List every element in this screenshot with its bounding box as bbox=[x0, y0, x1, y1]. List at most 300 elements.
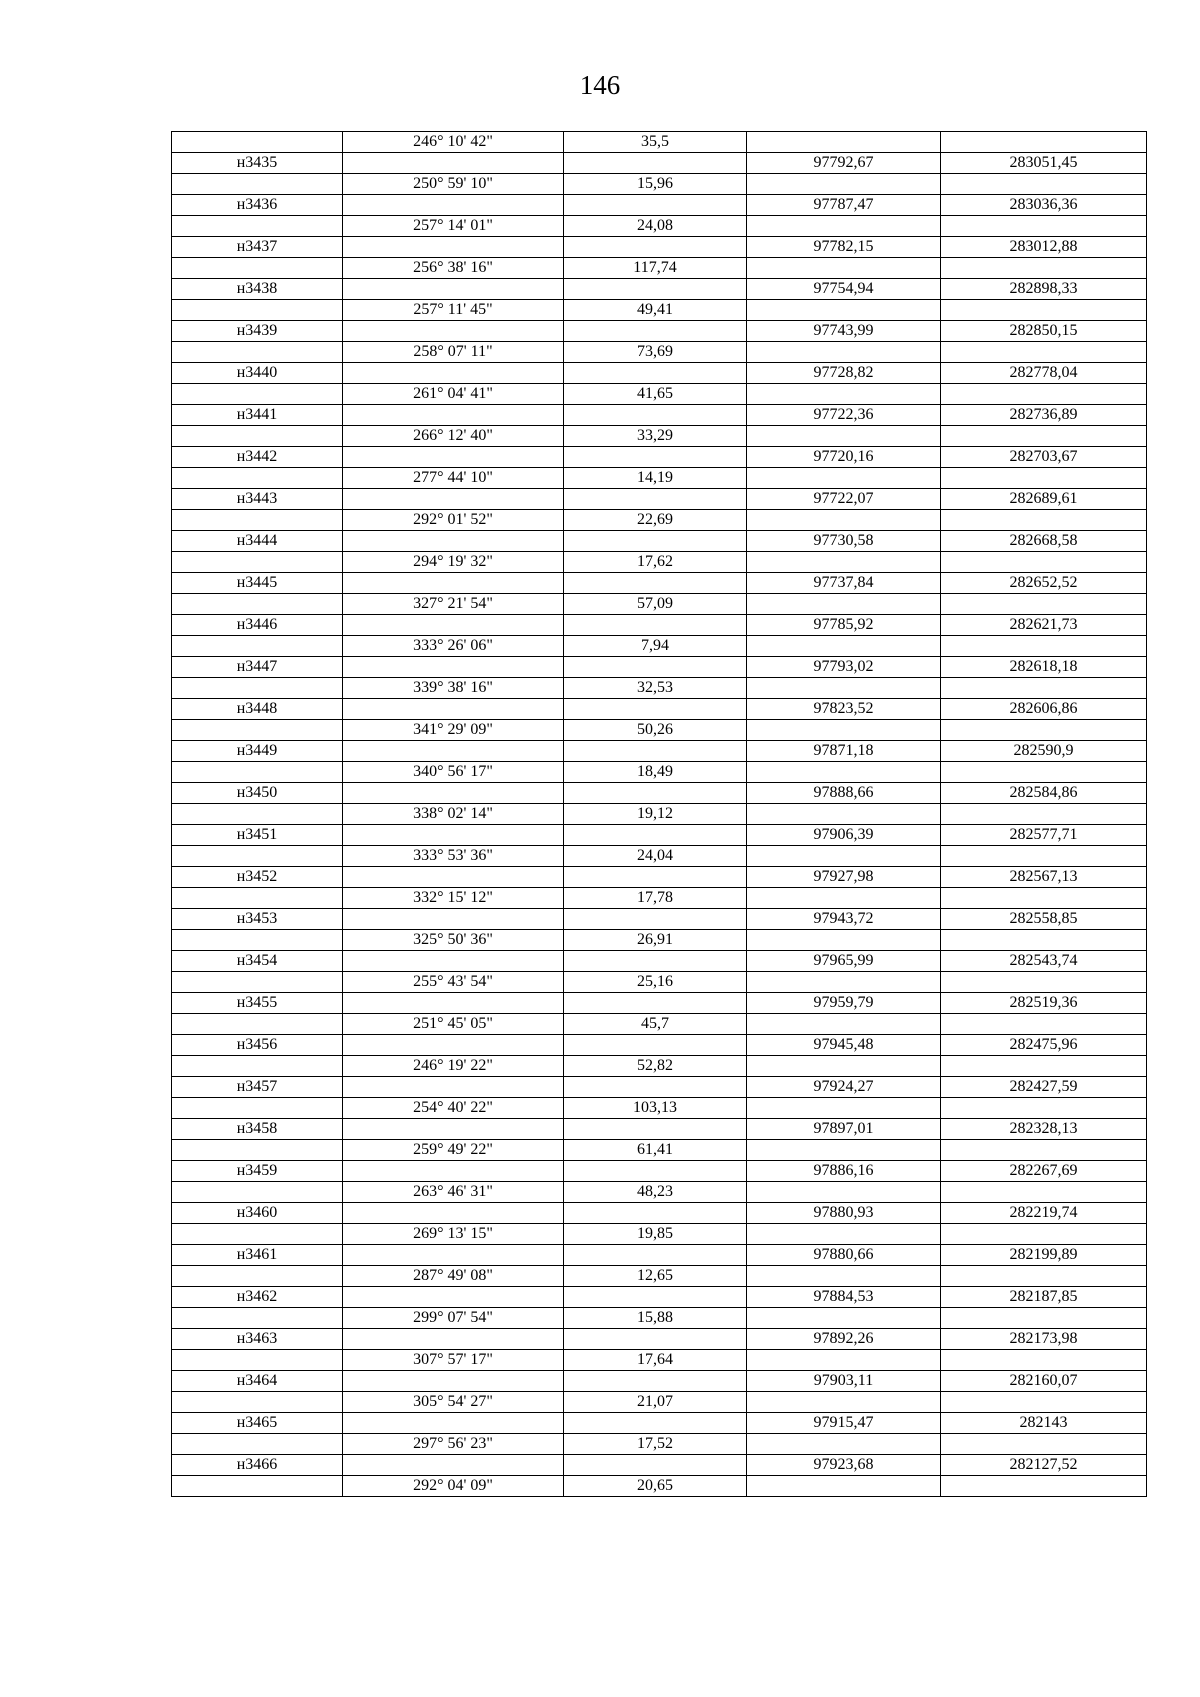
point-cell: н3457 bbox=[172, 1077, 343, 1098]
x-coordinate-cell: 97915,47 bbox=[747, 1413, 941, 1434]
y-coordinate-cell bbox=[941, 1392, 1147, 1413]
y-coordinate-cell: 282199,89 bbox=[941, 1245, 1147, 1266]
y-coordinate-cell: 282703,67 bbox=[941, 447, 1147, 468]
angle-cell: 307° 57' 17" bbox=[343, 1350, 564, 1371]
y-coordinate-cell bbox=[941, 594, 1147, 615]
page-number: 146 bbox=[579, 70, 621, 100]
point-cell bbox=[172, 1224, 343, 1245]
point-cell bbox=[172, 594, 343, 615]
x-coordinate-cell bbox=[747, 1224, 941, 1245]
point-cell: н3458 bbox=[172, 1119, 343, 1140]
x-coordinate-cell bbox=[747, 258, 941, 279]
angle-cell: 246° 10' 42" bbox=[343, 132, 564, 153]
angle-cell: 341° 29' 09" bbox=[343, 720, 564, 741]
point-cell: н3452 bbox=[172, 867, 343, 888]
distance-cell bbox=[564, 1035, 747, 1056]
angle-cell bbox=[343, 783, 564, 804]
table-row bbox=[172, 720, 1147, 741]
angle-cell bbox=[343, 489, 564, 510]
distance-cell bbox=[564, 1119, 747, 1140]
point-cell: н3442 bbox=[172, 447, 343, 468]
point-cell: н3440 bbox=[172, 363, 343, 384]
angle-cell: 257° 14' 01" bbox=[343, 216, 564, 237]
angle-cell: 338° 02' 14" bbox=[343, 804, 564, 825]
y-coordinate-cell: 282621,73 bbox=[941, 615, 1147, 636]
angle-cell: 259° 49' 22" bbox=[343, 1140, 564, 1161]
y-coordinate-cell bbox=[941, 1266, 1147, 1287]
table-row bbox=[172, 1077, 1147, 1098]
x-coordinate-cell bbox=[747, 1308, 941, 1329]
y-coordinate-cell: 282519,36 bbox=[941, 993, 1147, 1014]
y-coordinate-cell: 282652,52 bbox=[941, 573, 1147, 594]
x-coordinate-cell bbox=[747, 552, 941, 573]
point-cell: н3463 bbox=[172, 1329, 343, 1350]
table-row bbox=[172, 1245, 1147, 1266]
y-coordinate-cell: 282267,69 bbox=[941, 1161, 1147, 1182]
table-row bbox=[172, 804, 1147, 825]
x-coordinate-cell bbox=[747, 930, 941, 951]
point-cell: н3462 bbox=[172, 1287, 343, 1308]
table-row bbox=[172, 678, 1147, 699]
distance-cell bbox=[564, 699, 747, 720]
angle-cell bbox=[343, 699, 564, 720]
distance-cell bbox=[564, 993, 747, 1014]
y-coordinate-cell: 282328,13 bbox=[941, 1119, 1147, 1140]
x-coordinate-cell: 97943,72 bbox=[747, 909, 941, 930]
angle-cell: 299° 07' 54" bbox=[343, 1308, 564, 1329]
point-cell: н3466 bbox=[172, 1455, 343, 1476]
point-cell: н3437 bbox=[172, 237, 343, 258]
table-row bbox=[172, 153, 1147, 174]
y-coordinate-cell: 282427,59 bbox=[941, 1077, 1147, 1098]
x-coordinate-cell: 97871,18 bbox=[747, 741, 941, 762]
angle-cell bbox=[343, 951, 564, 972]
distance-cell bbox=[564, 447, 747, 468]
table-row bbox=[172, 1224, 1147, 1245]
angle-cell: 305° 54' 27" bbox=[343, 1392, 564, 1413]
angle-cell: 261° 04' 41" bbox=[343, 384, 564, 405]
distance-cell: 26,91 bbox=[564, 930, 747, 951]
angle-cell bbox=[343, 1455, 564, 1476]
x-coordinate-cell bbox=[747, 1014, 941, 1035]
angle-cell: 250° 59' 10" bbox=[343, 174, 564, 195]
point-cell bbox=[172, 510, 343, 531]
distance-cell bbox=[564, 405, 747, 426]
table-row bbox=[172, 993, 1147, 1014]
distance-cell: 20,65 bbox=[564, 1476, 747, 1497]
table-row bbox=[172, 1161, 1147, 1182]
distance-cell bbox=[564, 657, 747, 678]
distance-cell bbox=[564, 1455, 747, 1476]
x-coordinate-cell bbox=[747, 804, 941, 825]
x-coordinate-cell: 97754,94 bbox=[747, 279, 941, 300]
table-row bbox=[172, 447, 1147, 468]
y-coordinate-cell bbox=[941, 636, 1147, 657]
table-row bbox=[172, 174, 1147, 195]
table-row bbox=[172, 216, 1147, 237]
table-row bbox=[172, 1182, 1147, 1203]
x-coordinate-cell: 97906,39 bbox=[747, 825, 941, 846]
table-row bbox=[172, 342, 1147, 363]
point-cell bbox=[172, 972, 343, 993]
y-coordinate-cell bbox=[941, 1098, 1147, 1119]
angle-cell bbox=[343, 615, 564, 636]
angle-cell bbox=[343, 153, 564, 174]
point-cell bbox=[172, 384, 343, 405]
x-coordinate-cell: 97722,07 bbox=[747, 489, 941, 510]
point-cell: н3450 bbox=[172, 783, 343, 804]
table-row bbox=[172, 426, 1147, 447]
distance-cell bbox=[564, 1329, 747, 1350]
angle-cell bbox=[343, 363, 564, 384]
distance-cell: 61,41 bbox=[564, 1140, 747, 1161]
y-coordinate-cell bbox=[941, 1434, 1147, 1455]
x-coordinate-cell bbox=[747, 468, 941, 489]
x-coordinate-cell bbox=[747, 972, 941, 993]
y-coordinate-cell: 282567,13 bbox=[941, 867, 1147, 888]
y-coordinate-cell: 282736,89 bbox=[941, 405, 1147, 426]
angle-cell: 277° 44' 10" bbox=[343, 468, 564, 489]
x-coordinate-cell: 97927,98 bbox=[747, 867, 941, 888]
x-coordinate-cell bbox=[747, 720, 941, 741]
distance-cell: 49,41 bbox=[564, 300, 747, 321]
distance-cell: 73,69 bbox=[564, 342, 747, 363]
point-cell: н3444 bbox=[172, 531, 343, 552]
y-coordinate-cell: 282606,86 bbox=[941, 699, 1147, 720]
y-coordinate-cell: 283051,45 bbox=[941, 153, 1147, 174]
x-coordinate-cell bbox=[747, 426, 941, 447]
angle-cell bbox=[343, 195, 564, 216]
distance-cell: 21,07 bbox=[564, 1392, 747, 1413]
point-cell: н3448 bbox=[172, 699, 343, 720]
y-coordinate-cell bbox=[941, 510, 1147, 531]
angle-cell bbox=[343, 1161, 564, 1182]
point-cell bbox=[172, 468, 343, 489]
point-cell bbox=[172, 1014, 343, 1035]
point-cell: н3451 bbox=[172, 825, 343, 846]
angle-cell bbox=[343, 1035, 564, 1056]
point-cell bbox=[172, 678, 343, 699]
y-coordinate-cell bbox=[941, 342, 1147, 363]
point-cell: н3453 bbox=[172, 909, 343, 930]
table-row bbox=[172, 846, 1147, 867]
angle-cell bbox=[343, 1119, 564, 1140]
table-row bbox=[172, 363, 1147, 384]
point-cell bbox=[172, 132, 343, 153]
y-coordinate-cell bbox=[941, 426, 1147, 447]
y-coordinate-cell: 282160,07 bbox=[941, 1371, 1147, 1392]
angle-cell bbox=[343, 909, 564, 930]
point-cell: н3459 bbox=[172, 1161, 343, 1182]
table-row bbox=[172, 1035, 1147, 1056]
x-coordinate-cell: 97924,27 bbox=[747, 1077, 941, 1098]
distance-cell bbox=[564, 321, 747, 342]
angle-cell bbox=[343, 1245, 564, 1266]
y-coordinate-cell bbox=[941, 1476, 1147, 1497]
point-cell bbox=[172, 720, 343, 741]
table-row bbox=[172, 468, 1147, 489]
point-cell: н3441 bbox=[172, 405, 343, 426]
table-row bbox=[172, 1098, 1147, 1119]
y-coordinate-cell: 282187,85 bbox=[941, 1287, 1147, 1308]
table-row bbox=[172, 1434, 1147, 1455]
y-coordinate-cell bbox=[941, 1350, 1147, 1371]
distance-cell: 48,23 bbox=[564, 1182, 747, 1203]
angle-cell: 339° 38' 16" bbox=[343, 678, 564, 699]
distance-cell: 17,62 bbox=[564, 552, 747, 573]
x-coordinate-cell: 97897,01 bbox=[747, 1119, 941, 1140]
y-coordinate-cell bbox=[941, 258, 1147, 279]
x-coordinate-cell bbox=[747, 846, 941, 867]
x-coordinate-cell bbox=[747, 1392, 941, 1413]
angle-cell: 269° 13' 15" bbox=[343, 1224, 564, 1245]
point-cell bbox=[172, 1098, 343, 1119]
table-row bbox=[172, 552, 1147, 573]
point-cell bbox=[172, 762, 343, 783]
x-coordinate-cell bbox=[747, 174, 941, 195]
angle-cell: 297° 56' 23" bbox=[343, 1434, 564, 1455]
y-coordinate-cell: 282543,74 bbox=[941, 951, 1147, 972]
table-row bbox=[172, 888, 1147, 909]
table-row bbox=[172, 594, 1147, 615]
point-cell: н3461 bbox=[172, 1245, 343, 1266]
table-row bbox=[172, 1056, 1147, 1077]
angle-cell: 333° 53' 36" bbox=[343, 846, 564, 867]
distance-cell bbox=[564, 153, 747, 174]
angle-cell bbox=[343, 741, 564, 762]
x-coordinate-cell bbox=[747, 1182, 941, 1203]
distance-cell: 19,85 bbox=[564, 1224, 747, 1245]
table-row bbox=[172, 867, 1147, 888]
point-cell bbox=[172, 636, 343, 657]
y-coordinate-cell: 282577,71 bbox=[941, 825, 1147, 846]
point-cell bbox=[172, 1392, 343, 1413]
angle-cell: 255° 43' 54" bbox=[343, 972, 564, 993]
y-coordinate-cell bbox=[941, 1014, 1147, 1035]
angle-cell: 266° 12' 40" bbox=[343, 426, 564, 447]
table-row bbox=[172, 951, 1147, 972]
table-row bbox=[172, 258, 1147, 279]
distance-cell bbox=[564, 1203, 747, 1224]
y-coordinate-cell: 282127,52 bbox=[941, 1455, 1147, 1476]
table-row bbox=[172, 531, 1147, 552]
x-coordinate-cell bbox=[747, 510, 941, 531]
point-cell bbox=[172, 1140, 343, 1161]
x-coordinate-cell: 97743,99 bbox=[747, 321, 941, 342]
table-row bbox=[172, 1308, 1147, 1329]
point-cell bbox=[172, 300, 343, 321]
angle-cell bbox=[343, 573, 564, 594]
distance-cell bbox=[564, 489, 747, 510]
x-coordinate-cell bbox=[747, 1098, 941, 1119]
distance-cell: 24,08 bbox=[564, 216, 747, 237]
x-coordinate-cell: 97959,79 bbox=[747, 993, 941, 1014]
point-cell bbox=[172, 258, 343, 279]
distance-cell: 18,49 bbox=[564, 762, 747, 783]
table-row bbox=[172, 1140, 1147, 1161]
distance-cell: 35,5 bbox=[564, 132, 747, 153]
x-coordinate-cell: 97923,68 bbox=[747, 1455, 941, 1476]
x-coordinate-cell bbox=[747, 132, 941, 153]
point-cell: н3446 bbox=[172, 615, 343, 636]
distance-cell bbox=[564, 909, 747, 930]
distance-cell: 52,82 bbox=[564, 1056, 747, 1077]
x-coordinate-cell bbox=[747, 762, 941, 783]
point-cell bbox=[172, 1056, 343, 1077]
distance-cell: 41,65 bbox=[564, 384, 747, 405]
y-coordinate-cell bbox=[941, 1056, 1147, 1077]
x-coordinate-cell bbox=[747, 888, 941, 909]
distance-cell bbox=[564, 783, 747, 804]
point-cell: н3439 bbox=[172, 321, 343, 342]
y-coordinate-cell bbox=[941, 720, 1147, 741]
y-coordinate-cell bbox=[941, 132, 1147, 153]
point-cell bbox=[172, 846, 343, 867]
y-coordinate-cell: 282668,58 bbox=[941, 531, 1147, 552]
angle-cell bbox=[343, 531, 564, 552]
distance-cell bbox=[564, 867, 747, 888]
angle-cell: 292° 01' 52" bbox=[343, 510, 564, 531]
angle-cell: 256° 38' 16" bbox=[343, 258, 564, 279]
x-coordinate-cell: 97945,48 bbox=[747, 1035, 941, 1056]
distance-cell: 17,52 bbox=[564, 1434, 747, 1455]
x-coordinate-cell bbox=[747, 636, 941, 657]
x-coordinate-cell: 97722,36 bbox=[747, 405, 941, 426]
y-coordinate-cell bbox=[941, 678, 1147, 699]
angle-cell: 332° 15' 12" bbox=[343, 888, 564, 909]
point-cell: н3465 bbox=[172, 1413, 343, 1434]
distance-cell bbox=[564, 531, 747, 552]
table-row bbox=[172, 405, 1147, 426]
table-row bbox=[172, 1014, 1147, 1035]
angle-cell bbox=[343, 405, 564, 426]
y-coordinate-cell: 282898,33 bbox=[941, 279, 1147, 300]
x-coordinate-cell: 97728,82 bbox=[747, 363, 941, 384]
distance-cell: 103,13 bbox=[564, 1098, 747, 1119]
y-coordinate-cell: 283012,88 bbox=[941, 237, 1147, 258]
distance-cell bbox=[564, 237, 747, 258]
angle-cell bbox=[343, 1413, 564, 1434]
table-row bbox=[172, 195, 1147, 216]
x-coordinate-cell bbox=[747, 1056, 941, 1077]
x-coordinate-cell: 97965,99 bbox=[747, 951, 941, 972]
x-coordinate-cell: 97886,16 bbox=[747, 1161, 941, 1182]
x-coordinate-cell: 97785,92 bbox=[747, 615, 941, 636]
x-coordinate-cell bbox=[747, 216, 941, 237]
point-cell bbox=[172, 804, 343, 825]
table-row bbox=[172, 510, 1147, 531]
table-row bbox=[172, 909, 1147, 930]
x-coordinate-cell bbox=[747, 300, 941, 321]
distance-cell: 50,26 bbox=[564, 720, 747, 741]
point-cell bbox=[172, 1266, 343, 1287]
table-row bbox=[172, 573, 1147, 594]
point-cell bbox=[172, 552, 343, 573]
angle-cell: 327° 21' 54" bbox=[343, 594, 564, 615]
distance-cell bbox=[564, 1245, 747, 1266]
x-coordinate-cell bbox=[747, 678, 941, 699]
point-cell bbox=[172, 342, 343, 363]
x-coordinate-cell: 97730,58 bbox=[747, 531, 941, 552]
table-row bbox=[172, 1371, 1147, 1392]
angle-cell bbox=[343, 1077, 564, 1098]
table-row bbox=[172, 132, 1147, 153]
angle-cell: 254° 40' 22" bbox=[343, 1098, 564, 1119]
distance-cell: 24,04 bbox=[564, 846, 747, 867]
angle-cell: 263° 46' 31" bbox=[343, 1182, 564, 1203]
point-cell bbox=[172, 216, 343, 237]
y-coordinate-cell: 282173,98 bbox=[941, 1329, 1147, 1350]
y-coordinate-cell: 282618,18 bbox=[941, 657, 1147, 678]
y-coordinate-cell bbox=[941, 384, 1147, 405]
x-coordinate-cell: 97720,16 bbox=[747, 447, 941, 468]
y-coordinate-cell: 282689,61 bbox=[941, 489, 1147, 510]
point-cell: н3456 bbox=[172, 1035, 343, 1056]
distance-cell bbox=[564, 279, 747, 300]
distance-cell bbox=[564, 1371, 747, 1392]
angle-cell bbox=[343, 237, 564, 258]
y-coordinate-cell bbox=[941, 1224, 1147, 1245]
point-cell: н3464 bbox=[172, 1371, 343, 1392]
y-coordinate-cell: 282584,86 bbox=[941, 783, 1147, 804]
angle-cell: 251° 45' 05" bbox=[343, 1014, 564, 1035]
table-row bbox=[172, 615, 1147, 636]
distance-cell bbox=[564, 951, 747, 972]
distance-cell bbox=[564, 1077, 747, 1098]
y-coordinate-cell bbox=[941, 762, 1147, 783]
table-row bbox=[172, 825, 1147, 846]
x-coordinate-cell: 97823,52 bbox=[747, 699, 941, 720]
angle-cell bbox=[343, 1287, 564, 1308]
angle-cell bbox=[343, 1329, 564, 1350]
angle-cell bbox=[343, 321, 564, 342]
distance-cell bbox=[564, 825, 747, 846]
y-coordinate-cell bbox=[941, 216, 1147, 237]
point-cell: н3460 bbox=[172, 1203, 343, 1224]
distance-cell: 15,96 bbox=[564, 174, 747, 195]
distance-cell: 19,12 bbox=[564, 804, 747, 825]
table-row bbox=[172, 783, 1147, 804]
distance-cell bbox=[564, 741, 747, 762]
x-coordinate-cell: 97793,02 bbox=[747, 657, 941, 678]
table-row bbox=[172, 762, 1147, 783]
x-coordinate-cell bbox=[747, 342, 941, 363]
x-coordinate-cell: 97884,53 bbox=[747, 1287, 941, 1308]
y-coordinate-cell bbox=[941, 930, 1147, 951]
y-coordinate-cell bbox=[941, 1308, 1147, 1329]
angle-cell bbox=[343, 867, 564, 888]
point-cell: н3449 bbox=[172, 741, 343, 762]
table-row bbox=[172, 930, 1147, 951]
table-row bbox=[172, 1350, 1147, 1371]
y-coordinate-cell bbox=[941, 804, 1147, 825]
table-row bbox=[172, 1119, 1147, 1140]
angle-cell: 292° 04' 09" bbox=[343, 1476, 564, 1497]
y-coordinate-cell bbox=[941, 888, 1147, 909]
distance-cell: 14,19 bbox=[564, 468, 747, 489]
angle-cell bbox=[343, 447, 564, 468]
point-cell: н3443 bbox=[172, 489, 343, 510]
point-cell bbox=[172, 930, 343, 951]
angle-cell: 294° 19' 32" bbox=[343, 552, 564, 573]
y-coordinate-cell bbox=[941, 1140, 1147, 1161]
y-coordinate-cell bbox=[941, 552, 1147, 573]
y-coordinate-cell bbox=[941, 174, 1147, 195]
table-row bbox=[172, 972, 1147, 993]
y-coordinate-cell: 282590,9 bbox=[941, 741, 1147, 762]
y-coordinate-cell: 282850,15 bbox=[941, 321, 1147, 342]
x-coordinate-cell: 97880,93 bbox=[747, 1203, 941, 1224]
